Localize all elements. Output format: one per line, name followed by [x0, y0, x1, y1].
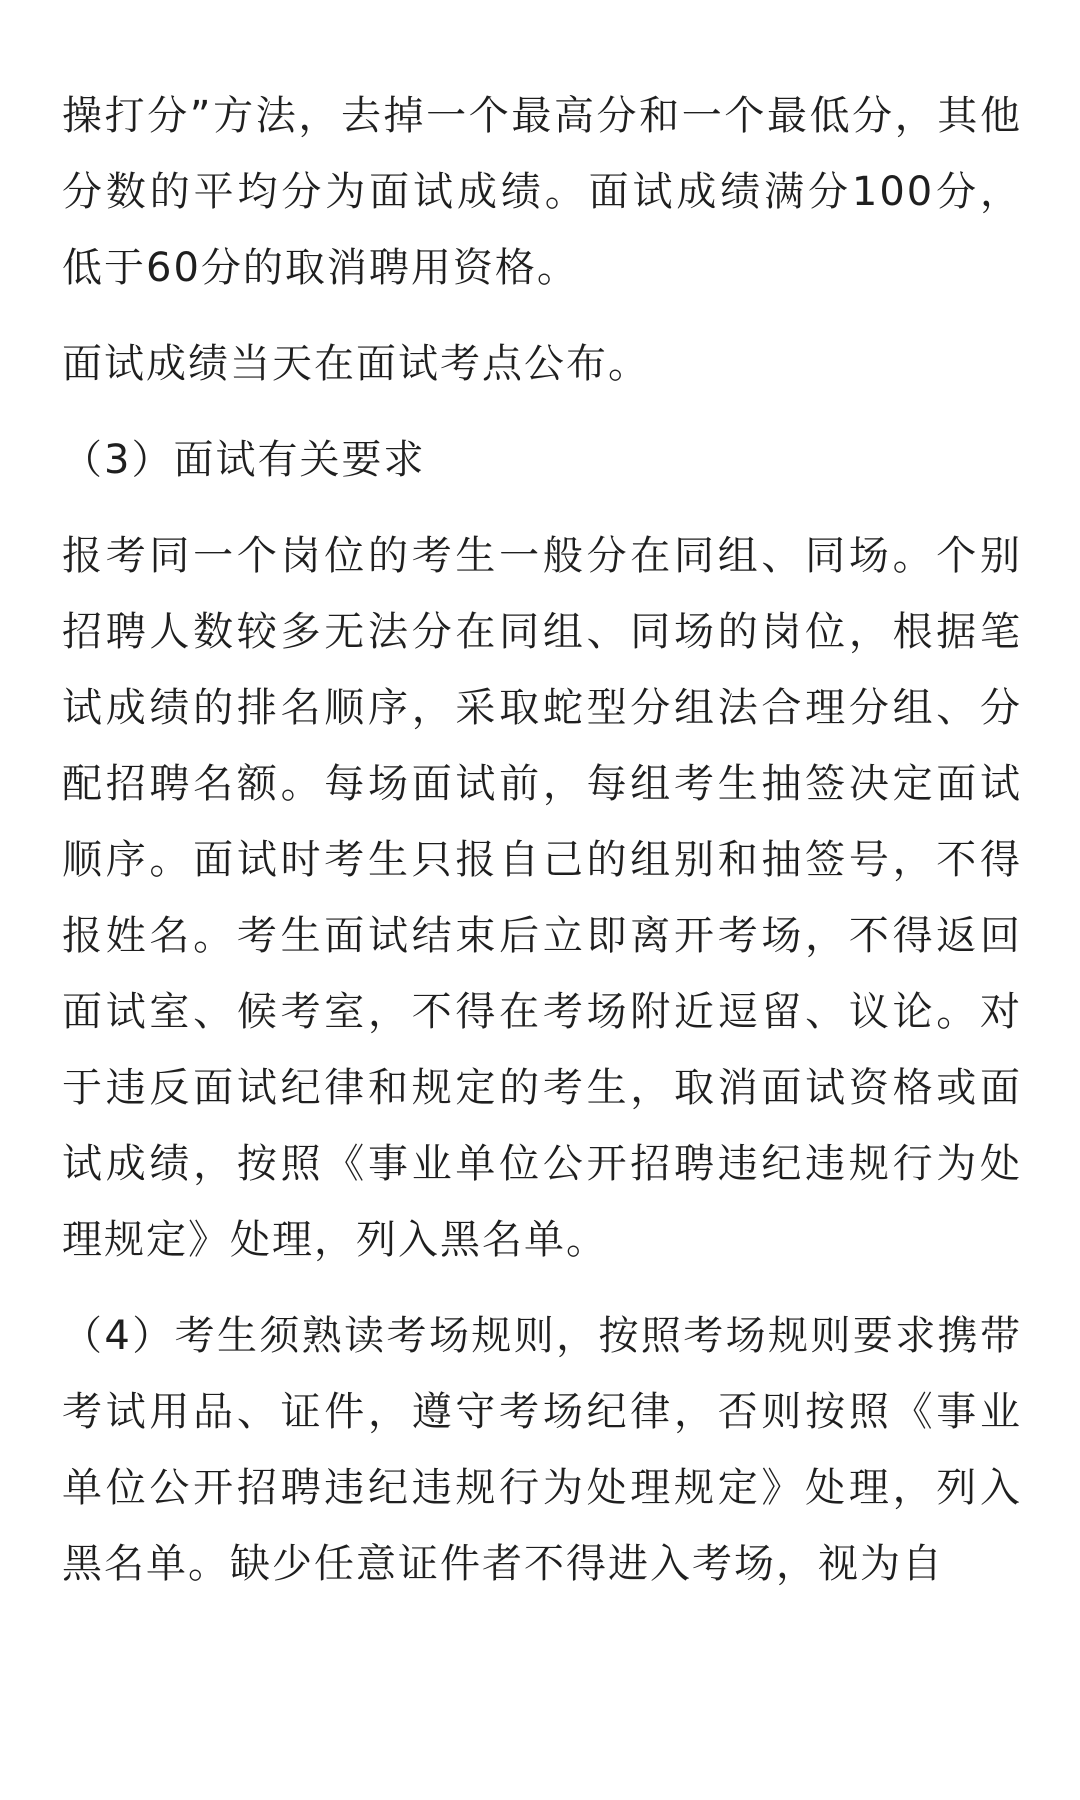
paragraph-exam-rules: （4）考生须熟读考场规则，按照考场规则要求携带考试用品、证件，遵守考场纪律，否则按照《事业单位公开招聘违纪违规行为处理规定》处理，列入黑名单。缺少任意证件者不得进入考场，视为自: [62, 1313, 1022, 1587]
paragraph-interview-rules: 报考同一个岗位的考生一般分在同组、同场。个别招聘人数较多无法分在同组、同场的岗位，根据笔试成绩的排名顺序，采取蛇型分组法合理分组、分配招聘名额。每场面试前，每组考生抽签决定面试顺序。面试时考生只报自己的组别和抽签号，不得报姓名。考生面试结束后立即离开考场，不得返回面试室、候考室，不得在考场附近逗留、议论。对于违反面试纪律和规定的考生，取消面试资格或面试成绩，按照《事业单位公开招聘违纪违规行为处理规定》处理，列入黑名单。: [62, 533, 1022, 1263]
paragraph-scoring-method: 操打分”方法，去掉一个最高分和一个最低分，其他分数的平均分为面试成绩。面试成绩满分100分，低于60分的取消聘用资格。: [62, 93, 1022, 291]
paragraph-score-announcement: 面试成绩当天在面试考点公布。: [62, 341, 650, 387]
section-heading-interview-requirements: （3）面试有关要求: [62, 437, 426, 483]
article-body: [62, 78, 1022, 1602]
